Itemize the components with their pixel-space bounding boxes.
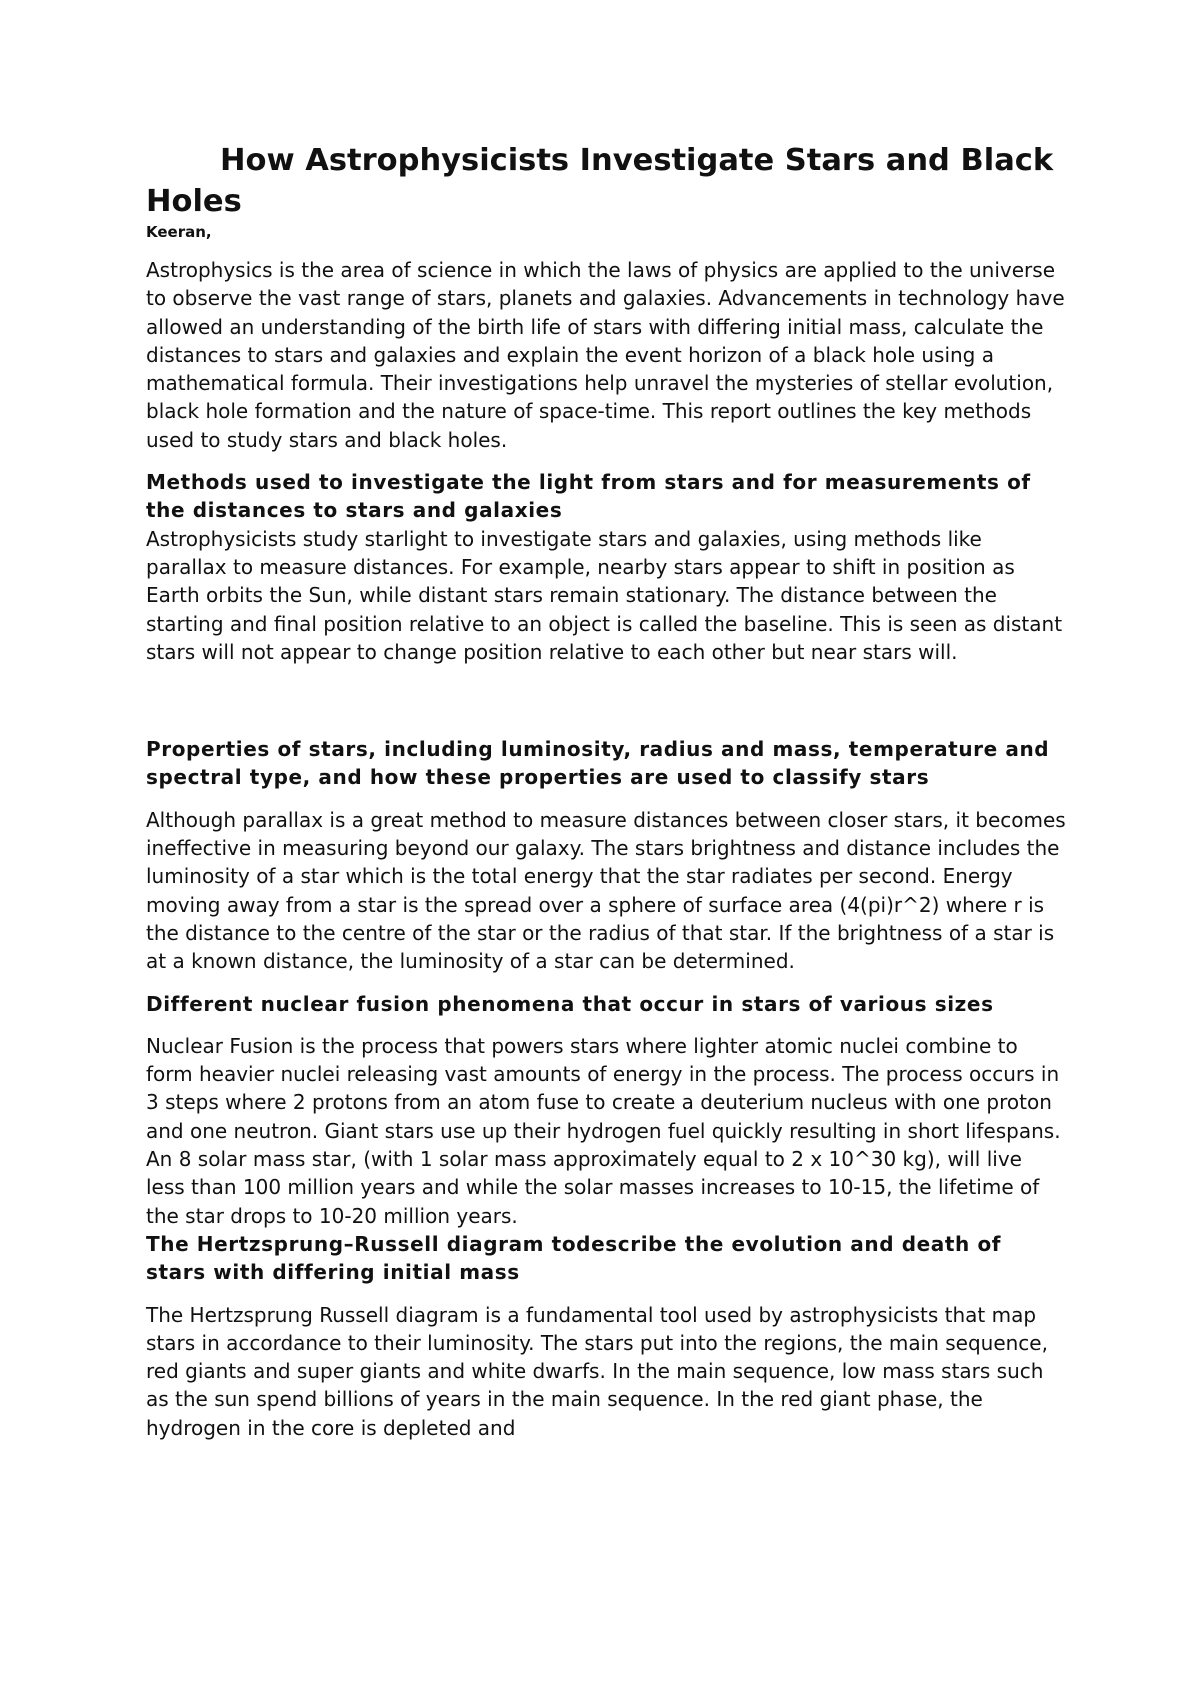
section-body-nuclear-fusion: Nuclear Fusion is the process that powers stars where lighter atomic nuclei combine to form heavier nuclei releasing vast amounts of energy in the process. The process occurs in 3 steps where 2 protons from an atom fuse to create a deuterium nucleus with one proton and one neutron. Giant stars use up their hydrogen fuel quickly resulting in short lifespans. An 8 solar mass star, (with 1 solar mass approximately equal to 2 x 10^30 kg), will live less than 100 million years and while the solar masses increases to 10-15, the lifetime of the star drops to 10-20 million years. <box>146 1033 1061 1228</box>
document-page <box>146 140 1066 1442</box>
intro-paragraph: Astrophysics is the area of science in which the laws of physics are applied to the universe to observe the vast range of stars, planets and galaxies. Advancements in technology have allowed an understanding of the birth life of stars with differing initial mass, calculate the distances to stars and galaxies and explain the event horizon of a black hole using a mathematical formula. Their investigations help unravel the mysteries of stellar evolution, black hole formation and the nature of space-time. This report outlines the key methods used to study stars and black holes. <box>146 258 1065 452</box>
section-heading-properties-of-stars: Properties of stars, including luminosity, radius and mass, temperature and spectral type, and how these properties are used to classify stars <box>146 737 1050 790</box>
document-author: Keeran, <box>146 223 212 241</box>
section-body-light-and-distances: Astrophysicists study starlight to investigate stars and galaxies, using methods like parallax to measure distances. For example, nearby stars appear to shift in position as Earth orbits the Sun, while distant stars remain stationary. The distance between the starting and final position relative to an object is called the baseline. This is seen as distant stars will not appear to change position relative to each other but near stars will. <box>146 526 1063 664</box>
section-body-hr-diagram: The Hertzsprung Russell diagram is a fundamental tool used by astrophysicists that map stars in accordance to their luminosity. The stars put into the regions, the main sequence, red giants and super giants and white dwarfs. In the main sequence, low mass stars such as the sun spend billions of years in the main sequence. In the red giant phase, the hydrogen in the core is depleted and <box>146 1302 1048 1440</box>
document-title: How Astrophysicists Investigate Stars and Black Holes <box>146 143 1054 219</box>
section-heading-nuclear-fusion: Different nuclear fusion phenomena that occur in stars of various sizes <box>146 991 994 1016</box>
section-heading-hr-diagram: The Hertzsprung–Russell diagram todescribe the evolution and death of stars with differing initial mass <box>146 1231 1002 1285</box>
section-heading-light-and-distances: Methods used to investigate the light from stars and for measurements of the distances to stars and galaxies <box>146 470 1031 523</box>
section-body-properties-of-stars: Although parallax is a great method to measure distances between closer stars, it becomes ineffective in measuring beyond our galaxy. The stars brightness and distance includes the luminosity of a star which is the total energy that the star radiates per second. Energy moving away from a star is the spread over a sphere of surface area (4(pi)r^2) where r is the distance to the centre of the star or the radius of that star. If the brightness of a star is at a known distance, the luminosity of a star can be determined. <box>146 807 1066 974</box>
